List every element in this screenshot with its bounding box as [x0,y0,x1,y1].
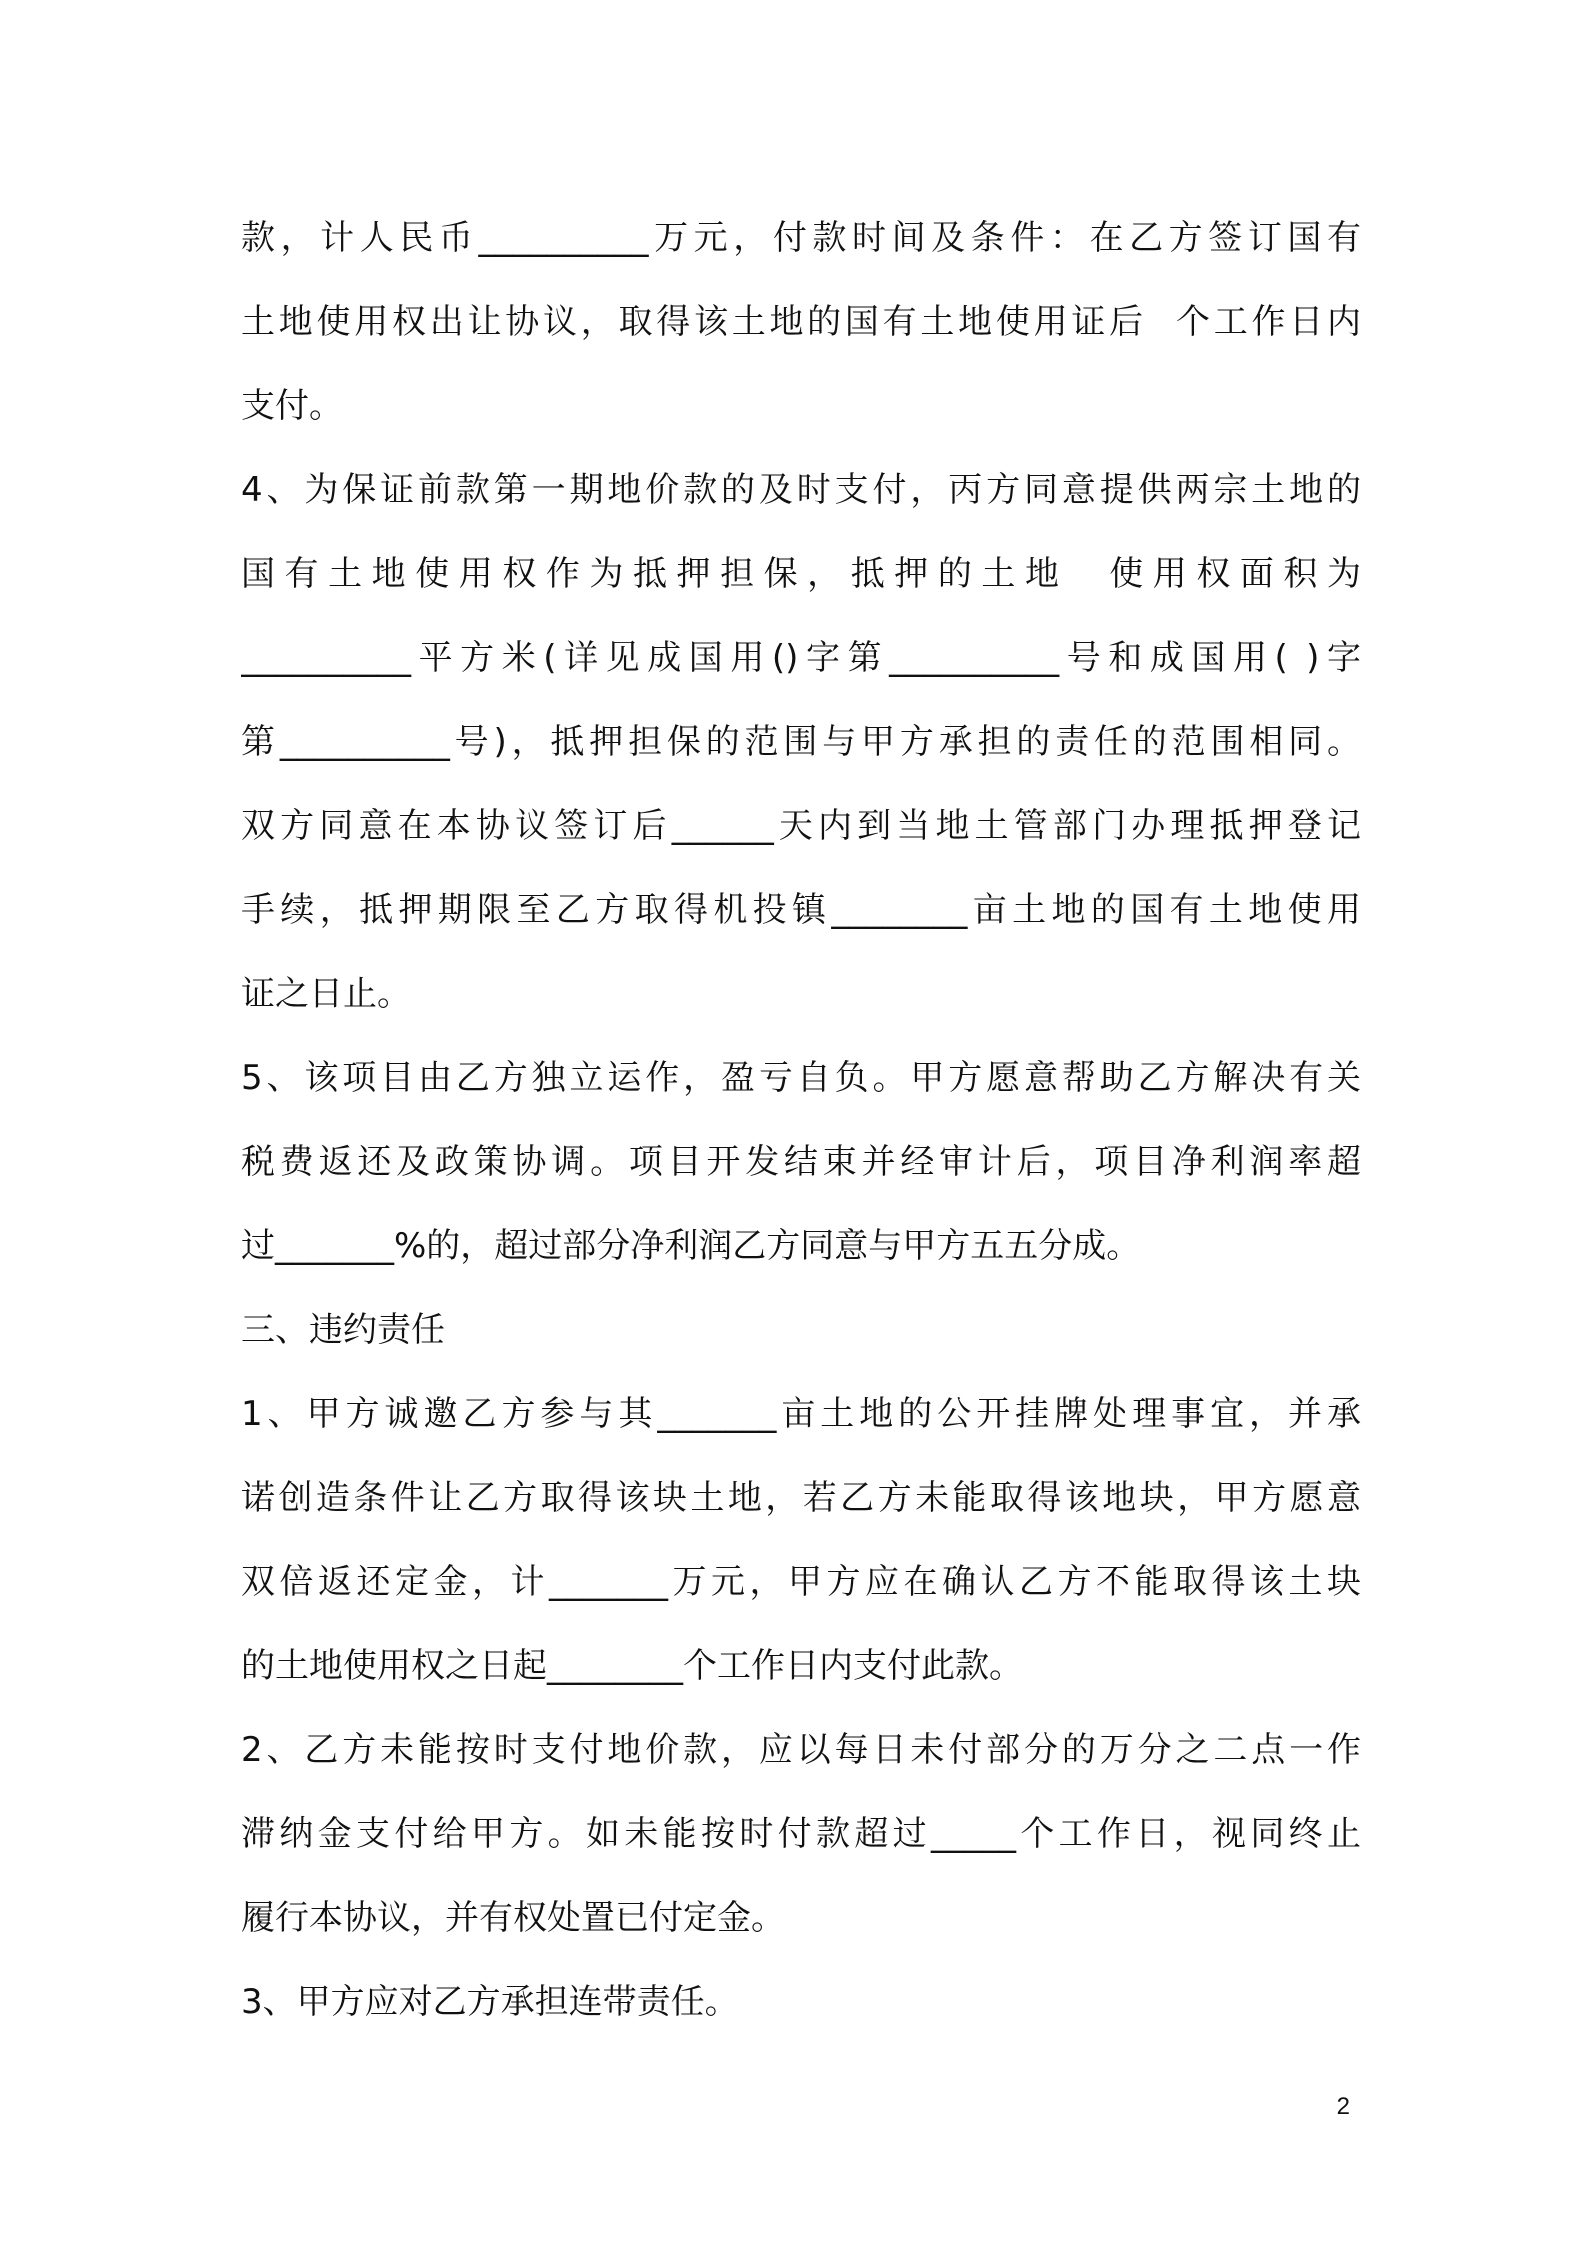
text-line: 滞纳金支付给甲方。如未能按时付款超过_____个工作日，视同终止 [241,1814,1361,1854]
text-line: 第__________号)，抵押担保的范围与甲方承担的责任的范围相同。 [241,722,1361,762]
text-line: 4、为保证前款第一期地价款的及时支付，丙方同意提供两宗土地的 [241,470,1361,510]
text-line: 2、乙方未能按时支付地价款，应以每日未付部分的万分之二点一作 [241,1730,1361,1770]
text-line: 国有土地使用权作为抵押担保，抵押的土地 使用权面积为 [241,554,1361,594]
text-line: 5、该项目由乙方独立运作，盈亏自负。甲方愿意帮助乙方解决有关 [241,1058,1361,1098]
text-line: 证之日止。 [241,974,411,1014]
text-line: 土地使用权出让协议，取得该土地的国有土地使用证后 个工作日内 [241,302,1361,342]
text-line: 的土地使用权之日起________个工作日内支付此款。 [241,1646,1023,1686]
text-line: 支付。 [241,386,343,426]
document-body [241,196,1361,2044]
text-line: 手续，抵押期限至乙方取得机投镇________亩土地的国有土地使用 [241,890,1361,930]
page-number: 2 [1336,2093,1350,2120]
text-line: 履行本协议，并有权处置已付定金。 [241,1898,785,1938]
text-line: 款，计人民币__________万元，付款时间及条件：在乙方签订国有 [241,218,1361,258]
text-line: __________平方米(详见成国用()字第__________号和成国用( )字 [241,638,1361,678]
text-line: 税费返还及政策协调。项目开发结束并经审计后，项目净利润率超 [241,1142,1361,1182]
text-line: 三、违约责任 [241,1310,445,1350]
text-line: 1、甲方诚邀乙方参与其_______亩土地的公开挂牌处理事宜，并承 [241,1394,1361,1434]
text-line: 双倍返还定金，计_______万元，甲方应在确认乙方不能取得该土块 [241,1562,1361,1602]
text-line: 过_______%的，超过部分净利润乙方同意与甲方五五分成。 [241,1226,1141,1266]
text-line: 双方同意在本协议签订后______天内到当地土管部门办理抵押登记 [241,806,1361,846]
text-line: 3、甲方应对乙方承担连带责任。 [241,1982,739,2022]
text-line: 诺创造条件让乙方取得该块土地，若乙方未能取得该地块，甲方愿意 [241,1478,1361,1518]
